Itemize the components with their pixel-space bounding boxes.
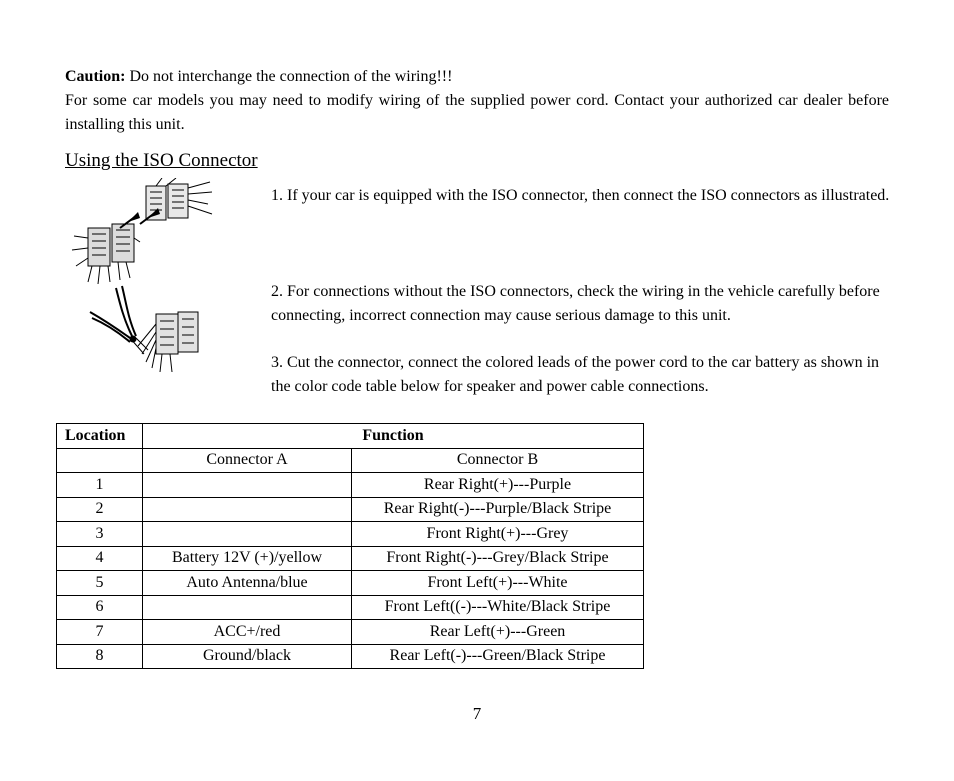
connector-b-cell: Front Left((-)---White/Black Stripe (352, 595, 644, 620)
location-cell: 3 (57, 522, 143, 547)
connector-a-cell: Ground/black (143, 644, 352, 669)
location-cell: 7 (57, 620, 143, 645)
section-title: Using the ISO Connector (65, 150, 258, 171)
connector-a-cell: Auto Antenna/blue (143, 571, 352, 596)
connector-b-cell: Rear Left(+)---Green (352, 620, 644, 645)
connector-a-cell: ACC+/red (143, 620, 352, 645)
connector-a-cell (143, 595, 352, 620)
page-number: 7 (472, 704, 482, 723)
table-row (57, 620, 644, 645)
step-1: 1. If your car is equipped with the ISO connector, then connect the ISO connectors as illustrated. (271, 187, 890, 204)
table-row (57, 473, 644, 498)
connector-b-cell: Front Left(+)---White (352, 571, 644, 596)
step-3: 3. Cut the connector, connect the colored leads of the power cord to the car battery as shown in the color code table below for speaker and power cable connections. (271, 354, 880, 395)
table-header-row (57, 424, 644, 449)
caution-paragraph (65, 65, 889, 89)
connector-a-cell: Battery 12V (+)/yellow (143, 546, 352, 571)
intro-paragraph: For some car models you may need to modify wiring of the supplied power cord. Contact your authorized car dealer before installing this unit. (65, 92, 889, 133)
iso-connector-illustration (68, 178, 214, 284)
header-function: Function (143, 424, 644, 449)
location-cell: 2 (57, 497, 143, 522)
connector-b-cell: Front Right(-)---Grey/Black Stripe (352, 546, 644, 571)
table-row (57, 595, 644, 620)
caution-text: Do not interchange the connection of the wiring!!! (125, 68, 453, 85)
step-2: 2. For connections without the ISO connectors, check the wiring in the vehicle carefully before connecting, incorrect connection may cause serious damage to this unit. (271, 283, 880, 324)
color-code-table (56, 423, 644, 669)
subheader-connector-b: Connector B (352, 448, 644, 473)
table-row (57, 522, 644, 547)
connector-a-cell (143, 522, 352, 547)
location-cell: 1 (57, 473, 143, 498)
caution-label: Caution: (65, 68, 126, 85)
wire-cutter-illustration (86, 284, 206, 376)
connector-b-cell: Rear Right(-)---Purple/Black Stripe (352, 497, 644, 522)
connector-b-cell: Rear Left(-)---Green/Black Stripe (352, 644, 644, 669)
table-row (57, 546, 644, 571)
table-row (57, 497, 644, 522)
connector-a-cell (143, 473, 352, 498)
subheader-connector-a: Connector A (143, 448, 352, 473)
table-row (57, 571, 644, 596)
table-subheader-row (57, 448, 644, 473)
connector-b-cell: Rear Right(+)---Purple (352, 473, 644, 498)
location-cell: 5 (57, 571, 143, 596)
connector-b-cell: Front Right(+)---Grey (352, 522, 644, 547)
location-cell: 4 (57, 546, 143, 571)
subheader-empty (57, 448, 143, 473)
connector-a-cell (143, 497, 352, 522)
location-cell: 8 (57, 644, 143, 669)
location-cell: 6 (57, 595, 143, 620)
header-location: Location (57, 424, 143, 449)
table-row (57, 644, 644, 669)
